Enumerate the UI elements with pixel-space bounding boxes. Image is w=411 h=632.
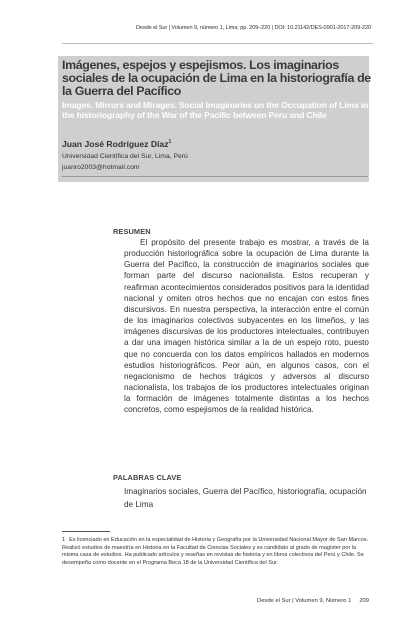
author-affiliation: Universidad Científica del Sur, Lima, Perú: [62, 153, 188, 160]
footnote-rule: [62, 531, 110, 532]
footnote-marker: 1: [62, 537, 66, 543]
author-name: Juan José Rodríguez Díaz: [62, 139, 169, 149]
keywords-body: Imaginarios sociales, Guerra del Pacífico, historiografía, ocupación de Lima: [124, 487, 367, 509]
footnote-text: Es licenciado en Educación en la especialidad de Historia y Geografía por la Universidad Nacional Mayor de San Marcos. Realizó estudios de maestría en Historia en la Facultad de Ciencias Sociales y es candidato al grado de magíster por la misma casa de estudios. Ha publicado artículos y reseñas en revistas de historia y en libros colectivos del Perú y Chile. Se desempeña como docente en el Programa Beca 18 de la Universidad Científica del Sur.: [62, 537, 369, 566]
abstract-heading: RESUMEN: [113, 227, 151, 236]
running-foot: [257, 598, 369, 604]
keywords-heading: PALABRAS CLAVE: [113, 473, 182, 482]
author-block: [62, 139, 171, 149]
running-head: Desde el Sur | Volumen 9, número 1, Lima; pp. 209–220 | DOI: 10.21142/DES-0901-2017-209-220: [135, 25, 371, 31]
journal-footer: Desde el Sur | Volumen 9, Número 1: [257, 598, 352, 604]
article-title-spanish: Imágenes, espejos y espejismos. Los imaginarios sociales de la ocupación de Lima en la historiografía de la Guerra del Pacífico: [62, 58, 371, 99]
author-rule: [62, 176, 368, 177]
author-email: juanro2003@hotmail.com: [62, 164, 140, 171]
header-rule: [62, 43, 373, 44]
page-number: 209: [359, 598, 369, 604]
abstract-body: El propósito del presente trabajo es mostrar, a través de la producción historiográfica sobre la ocupación de Lima durante la Guerra del Pacífico, la construcción de imaginarios sociales que forman parte del discurso nacionalista. Estos recuperan y reafirman acontecimientos considerados positivos para la identidad nacional y omiten otros hechos que no encajan con estos fines discursivos. En nuestra perspectiva, la interacción entre el común de los imaginarios colectivos subyacentes en los limeños, y las imágenes discursivas de los productores intelectuales, contribuyen a dar una imagen histórica similar a la de un espejo roto, puesto que no concuerda con los datos empíricos hallados en modernos estudios historiográficos. Peor aún, en algunos casos, con el negacionismo de hechos trágicos y adversos al discurso nacionalista, los trabajos de los productores intelectuales originan la formación de imágenes totalmente distintas a los hechos concretos, como espejismos de la realidad histórica.: [124, 238, 369, 415]
article-title-english: Images, Mirrors and Mirages. Social Imaginaries on the Occupation of Lima in the historiography of the War of the Pacific between Peru and Chile: [62, 100, 369, 120]
footnote: [62, 537, 372, 567]
author-footnote-marker: 1: [168, 139, 172, 146]
